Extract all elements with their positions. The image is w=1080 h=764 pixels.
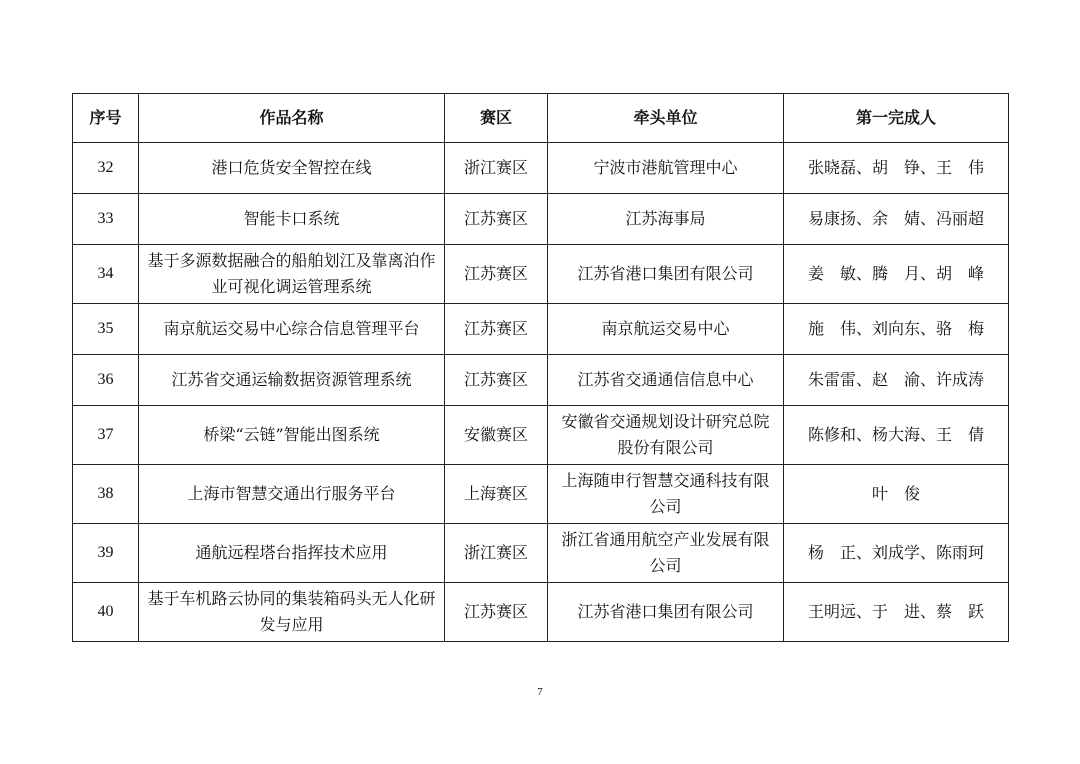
cell-lead-unit	[548, 465, 784, 524]
table-row	[73, 524, 1009, 583]
cell-first-contributor: 易康扬、余 婧、冯丽超	[784, 194, 1009, 245]
cell-lead-unit	[548, 406, 784, 465]
cell-lead-unit-text: 安徽省交通规划设计研究总院股份有限公司	[561, 412, 770, 457]
cell-work-name-text: 基于多源数据融合的船舶划江及靠离泊作业可视化调运管理系统	[147, 251, 436, 296]
cell-region: 江苏赛区	[445, 194, 548, 245]
cell-serial-number: 37	[73, 406, 139, 465]
cell-first-contributor: 陈修和、杨大海、王 倩	[784, 406, 1009, 465]
cell-work-name: 港口危货安全智控在线	[139, 143, 445, 194]
cell-serial-number: 39	[73, 524, 139, 583]
awards-table	[72, 93, 1009, 642]
cell-region: 江苏赛区	[445, 304, 548, 355]
cell-lead-unit: 江苏省港口集团有限公司	[548, 583, 784, 642]
table-row	[73, 465, 1009, 524]
cell-lead-unit: 江苏省港口集团有限公司	[548, 245, 784, 304]
cell-first-contributor: 姜 敏、腾 月、胡 峰	[784, 245, 1009, 304]
cell-first-contributor: 施 伟、刘向东、骆 梅	[784, 304, 1009, 355]
header-region: 赛区	[445, 94, 548, 143]
cell-region: 江苏赛区	[445, 583, 548, 642]
cell-region: 浙江赛区	[445, 143, 548, 194]
cell-work-name: 桥梁“云链”智能出图系统	[139, 406, 445, 465]
cell-work-name: 南京航运交易中心综合信息管理平台	[139, 304, 445, 355]
cell-region: 江苏赛区	[445, 355, 548, 406]
page-number: 7	[537, 686, 543, 698]
cell-serial-number: 40	[73, 583, 139, 642]
cell-lead-unit: 南京航运交易中心	[548, 304, 784, 355]
table-row	[73, 304, 1009, 355]
header-serial-number: 序号	[73, 94, 139, 143]
header-work-name: 作品名称	[139, 94, 445, 143]
cell-region: 浙江赛区	[445, 524, 548, 583]
cell-lead-unit-text: 上海随申行智慧交通科技有限公司	[561, 471, 770, 516]
table-row	[73, 406, 1009, 465]
cell-first-contributor: 张晓磊、胡 铮、王 伟	[784, 143, 1009, 194]
cell-lead-unit-text: 浙江省通用航空产业发展有限公司	[561, 530, 770, 575]
cell-serial-number: 32	[73, 143, 139, 194]
cell-first-contributor: 杨 正、刘成学、陈雨珂	[784, 524, 1009, 583]
cell-lead-unit: 江苏海事局	[548, 194, 784, 245]
cell-lead-unit: 宁波市港航管理中心	[548, 143, 784, 194]
table-header-row	[73, 94, 1009, 143]
table-row	[73, 355, 1009, 406]
cell-serial-number: 35	[73, 304, 139, 355]
cell-work-name: 智能卡口系统	[139, 194, 445, 245]
cell-first-contributor: 叶 俊	[784, 465, 1009, 524]
cell-work-name	[139, 583, 445, 642]
table-row	[73, 143, 1009, 194]
cell-serial-number: 34	[73, 245, 139, 304]
cell-region: 江苏赛区	[445, 245, 548, 304]
header-lead-unit: 牵头单位	[548, 94, 784, 143]
table-row	[73, 245, 1009, 304]
cell-work-name	[139, 245, 445, 304]
table-row	[73, 583, 1009, 642]
cell-work-name: 江苏省交通运输数据资源管理系统	[139, 355, 445, 406]
cell-work-name: 通航远程塔台指挥技术应用	[139, 524, 445, 583]
cell-region: 安徽赛区	[445, 406, 548, 465]
cell-lead-unit: 江苏省交通通信信息中心	[548, 355, 784, 406]
table-row	[73, 194, 1009, 245]
cell-first-contributor: 朱雷雷、赵 渝、许成涛	[784, 355, 1009, 406]
header-first-contributor: 第一完成人	[784, 94, 1009, 143]
cell-serial-number: 38	[73, 465, 139, 524]
cell-serial-number: 36	[73, 355, 139, 406]
cell-serial-number: 33	[73, 194, 139, 245]
cell-region: 上海赛区	[445, 465, 548, 524]
cell-work-name-text: 基于车机路云协同的集装箱码头无人化研发与应用	[147, 589, 436, 634]
cell-first-contributor: 王明远、于 进、蔡 跃	[784, 583, 1009, 642]
cell-lead-unit	[548, 524, 784, 583]
cell-work-name: 上海市智慧交通出行服务平台	[139, 465, 445, 524]
